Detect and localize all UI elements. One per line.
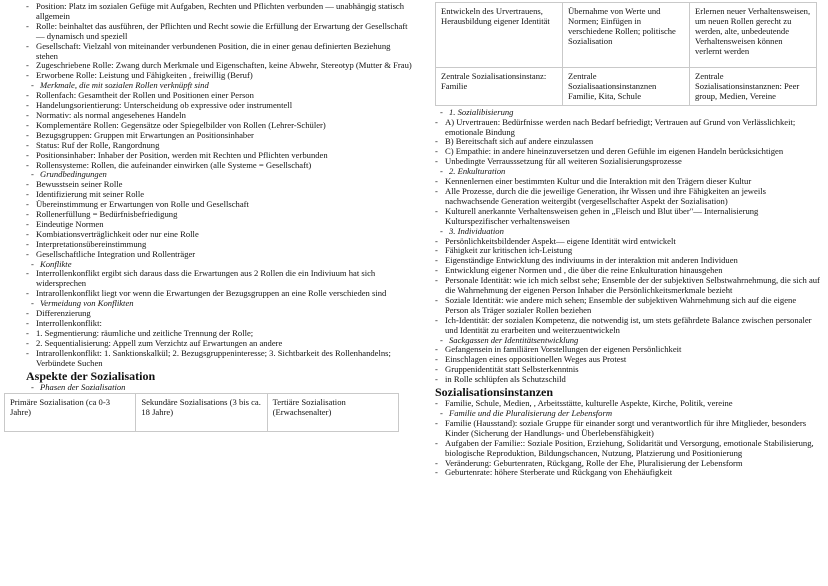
list-item: - Normativ: als normal angesehenes Handeln	[26, 111, 413, 121]
right-list-sozialisation	[435, 108, 820, 385]
list-item: - Gefangensein in familiären Vorstellungen der eigenen Persönlichkeit	[435, 345, 820, 355]
list-item: - Kombiationsverträglichkeit oder nur eine Rolle	[26, 230, 413, 240]
subheading-phasen: - Phasen der Sozialisation	[26, 383, 413, 393]
table-cell: Tertiäre Sozialisation (Erwachsenalter)	[267, 394, 398, 432]
list-item: - Übereinstimmung er Erwartungen von Rolle und Gesellschaft	[26, 200, 413, 210]
list-item: - Familie, Schule, Medien, , Arbeitsstätte, kulturelle Aspekte, Kirche, Politik, vereine	[435, 399, 820, 409]
subheading-sackgassen: - Sackgassen der Identitätsentwicklung	[435, 336, 820, 346]
list-item: - Personale Identität: wie ich mich selbst sehe; Ensemble der der subjektiven Selbstwahrnehmung, die sich auf die Wahrnehmung der eigenen Person Inhaber die Persönlichkeitsmerkmale bezieht	[435, 276, 820, 296]
table-cell: Entwickeln des Urvertrauens, Herausbildung eigener Identität	[436, 3, 563, 68]
list-item: - Veränderung: Geburtenraten, Rückgang, Rolle der Ehe, Pluralisierung der Lebensform	[435, 459, 820, 469]
subheading-grundbedingungen: - Grundbedingungen	[26, 170, 413, 180]
list-item: - Familie (Hausstand): soziale Gruppe für einander sorgt und verantwortlich für ihre Mitglieder, besonders Kinder (Sicherung der Handlungs- und Überlebensfähigkeit)	[435, 419, 820, 439]
table-cell: Zentrale Sozialisationsinstanznen: Peer group, Medien, Vereine	[690, 68, 817, 106]
list-item: - Interrollenkonflikt ergibt sich daraus dass die Erwartungen aus 2 Rollen die ein Indiviuum hat sich widersprechen	[26, 269, 413, 289]
list-item: - Positionsinhaber: Inhaber der Position, werden mit Rechten und Pflichten verbunden	[26, 151, 413, 161]
table-cell: Erlernen neuer Verhaltensweisen, um neuen Rollen gerecht zu werden, alte, unbedeutende Verhaltensweisen können verlernt werden	[690, 3, 817, 68]
list-item: - Alle Prozesse, durch die die jeweilige Generation, ihr Wissen und ihre Fähigkeiten an jeweils nachwachsende Generation weitergibt (vergesellschafter Aspekt der Sozialisation)	[435, 187, 820, 207]
list-item: - Entwicklung eigener Normen und , die über die reine Enkulturation hinausgehen	[435, 266, 820, 276]
left-list-roles	[26, 2, 413, 369]
list-item: - Gesellschaftliche Integration und Rollenträger	[26, 250, 413, 260]
list-item: - Erworbene Rolle: Leistung und Fähigkeiten , freiwillig (Beruf)	[26, 71, 413, 81]
subheading-individuation: - 3. Individuation	[435, 227, 820, 237]
list-item: - Ich-Identität: der sozialen Kompetenz, die notwendig ist, um stets gefährdete Balance zwischen personaler und Identität zu erarbeiten und weiterzuentwickeln	[435, 316, 820, 336]
list-item: - Intrarollenkonflikt: 1. Sanktionskalkül; 2. Bezugsgruppeninteresse; 3. Sichtbarkeit des Rollenhandelns; Verbündete Suchen	[26, 349, 413, 369]
list-item: - Fähigkeit zur kritischen ich-Leistung	[435, 246, 820, 256]
list-item: - 1. Segmentierung: räumliche und zeitliche Trennung der Rolle;	[26, 329, 413, 339]
list-item: - C) Empathie: in andere hineinzuversetzen und deren Gefühle im eigenen Handeln berücksichtigen	[435, 147, 820, 157]
list-item: - Persönlichkeitsbildender Aspekt— eigene Identität wird entwickelt	[435, 237, 820, 247]
list-item: - Rollenerfüllung = Bedürfnisbefriedigung	[26, 210, 413, 220]
list-item: - Eindeutige Normen	[26, 220, 413, 230]
table-cell: Übernahme von Werte und Normen; Einfügen in verschiedene Rollen; politische Sozialisation	[563, 3, 690, 68]
right-list-instanzen	[435, 399, 820, 478]
list-item: - Rolle: beinhaltet das ausführen, der Pflichten und Recht sowie die Erfüllung der Erwartung der Gesellschaft — dynamisch und speziell	[26, 22, 413, 42]
left-list-phasen	[26, 383, 413, 393]
table-cell: Zentrale Sozialisationsinstanz: Familie	[436, 68, 563, 106]
list-item: - Einschlagen eines oppositionellen Weges aus Protest	[435, 355, 820, 365]
table-cell: Sekundäre Sozialisations (3 bis ca. 18 Jahre)	[136, 394, 267, 432]
list-item: - Intrarollenkonflikt liegt vor wenn die Erwartungen der Bezugsgruppen an eine Rolle verschieden sind	[26, 289, 413, 299]
list-item: - Kennenlernen einer bestimmten Kultur und die Interaktion mit den Trägern dieser Kultur	[435, 177, 820, 187]
list-item: - Position: Platz im sozialen Gefüge mit Aufgaben, Rechten und Pflichten verbunden — unabhängig statisch allgemein	[26, 2, 413, 22]
subheading-konflikte: - Konflikte	[26, 260, 413, 270]
list-item: - Zugeschriebene Rolle: Zwang durch Merkmale und Eigenschaften, keine Abwehr, Stereotyp (Mutter & Frau)	[26, 61, 413, 71]
subheading-merkmale: - Merkmale, die mit sozialen Rollen verknüpft sind	[26, 81, 413, 91]
list-item: - Gesellschaft: Vielzahl von miteinander verbundenen Position, die in einer genau definierten Beziehung stehen	[26, 42, 413, 62]
table-cell: Zentrale Sozialisaationsinstanznen Familie, Kita, Schule	[563, 68, 690, 106]
list-item: - in Rolle schlüpfen als Schutzschild	[435, 375, 820, 385]
list-item: - Differenzierung	[26, 309, 413, 319]
table-row	[436, 3, 817, 68]
list-item: - Interpretationsübereinstimmung	[26, 240, 413, 250]
list-item: - Soziale Identität: wie andere mich sehen; Ensemble der subjektiven Wahrnehmung sich auf die eigene Person als Träger sozialer Rollen beziehen	[435, 296, 820, 316]
list-item: - B) Bereitschaft sich auf andere einzulassen	[435, 137, 820, 147]
list-item: - Geburtenrate: höhere Sterberate und Rückgang von Ehehäufigkeit	[435, 468, 820, 478]
list-item: - Bewusstsein seiner Rolle	[26, 180, 413, 190]
phases-table-continued	[435, 2, 817, 106]
heading-aspekte: Aspekte der Sozialisation	[26, 368, 156, 383]
list-item: - Aufgaben der Familie:: Soziale Position, Erziehung, Solidarität und Versorgung, emotionale Stabilisierung, biologische Reproduktion, Bildungschancen, Nutzung, Platzierung und Positionierung	[435, 439, 820, 459]
list-item: - A) Urvertrauen: Bedürfnisse werden nach Bedarf befriedigt; Vertrauen auf Grund von Verlässlichkeit; emotionale Bindung	[435, 118, 820, 138]
subheading-enkulturation: - 2. Enkulturation	[435, 167, 820, 177]
table-row	[5, 394, 399, 432]
table-row	[436, 68, 817, 106]
list-item: - Interrollenkonflikt:	[26, 319, 413, 329]
list-item: - Gruppenidentität statt Selbsterkenntnis	[435, 365, 820, 375]
list-item: - Bezugsgruppen: Gruppen mit Erwartungen an Positionsinhaber	[26, 131, 413, 141]
list-item: - Komplementäre Rollen: Gegensätze oder Spiegelbilder von Rollen (Lehrer-Schüler)	[26, 121, 413, 131]
list-item: - Eigenständige Entwicklung des indiviuums in der interaktion mit anderen Individuen	[435, 256, 820, 266]
subheading-familie: - Familie und die Pluralisierung der Lebensform	[435, 409, 820, 419]
subheading-sozialibisierung: - 1. Sozialibisierung	[435, 108, 820, 118]
list-item: - Handelungsorientierung: Unterscheidung ob expressive oder instrumentell	[26, 101, 413, 111]
table-cell: Primäre Sozialisation (ca 0-3 Jahre)	[5, 394, 136, 432]
list-item: - Status: Ruf der Rolle, Rangordnung	[26, 141, 413, 151]
left-column	[10, 1, 413, 432]
right-column	[435, 2, 820, 478]
heading-sozialisationsinstanzen: Sozialisationsinstanzen	[435, 385, 554, 400]
list-item: - 2. Sequentialisierung: Appell zum Verzichtz auf Erwartungen an andere	[26, 339, 413, 349]
list-item: - Identifizierung mit seiner Rolle	[26, 190, 413, 200]
phases-table-header	[4, 393, 399, 432]
list-item: - Unbedingte Verrausssetzung für all weiteren Sozialisierungsprozesse	[435, 157, 820, 167]
subheading-vermeidung: - Vermeidung von Konflikten	[26, 299, 413, 309]
list-item: - Rollenfach: Gesamtheit der Rollen und Positionen einer Person	[26, 91, 413, 101]
list-item: - Rollensysteme: Rollen, die aufeinander einwirken (alle Systeme = Gesellschaft)	[26, 161, 413, 171]
list-item: - Kulturell anerkannte Verhaltensweisen gehen in „Fleisch und Blut über"— Internalisierung Kulturspezifischer verhaltensweisen	[435, 207, 820, 227]
